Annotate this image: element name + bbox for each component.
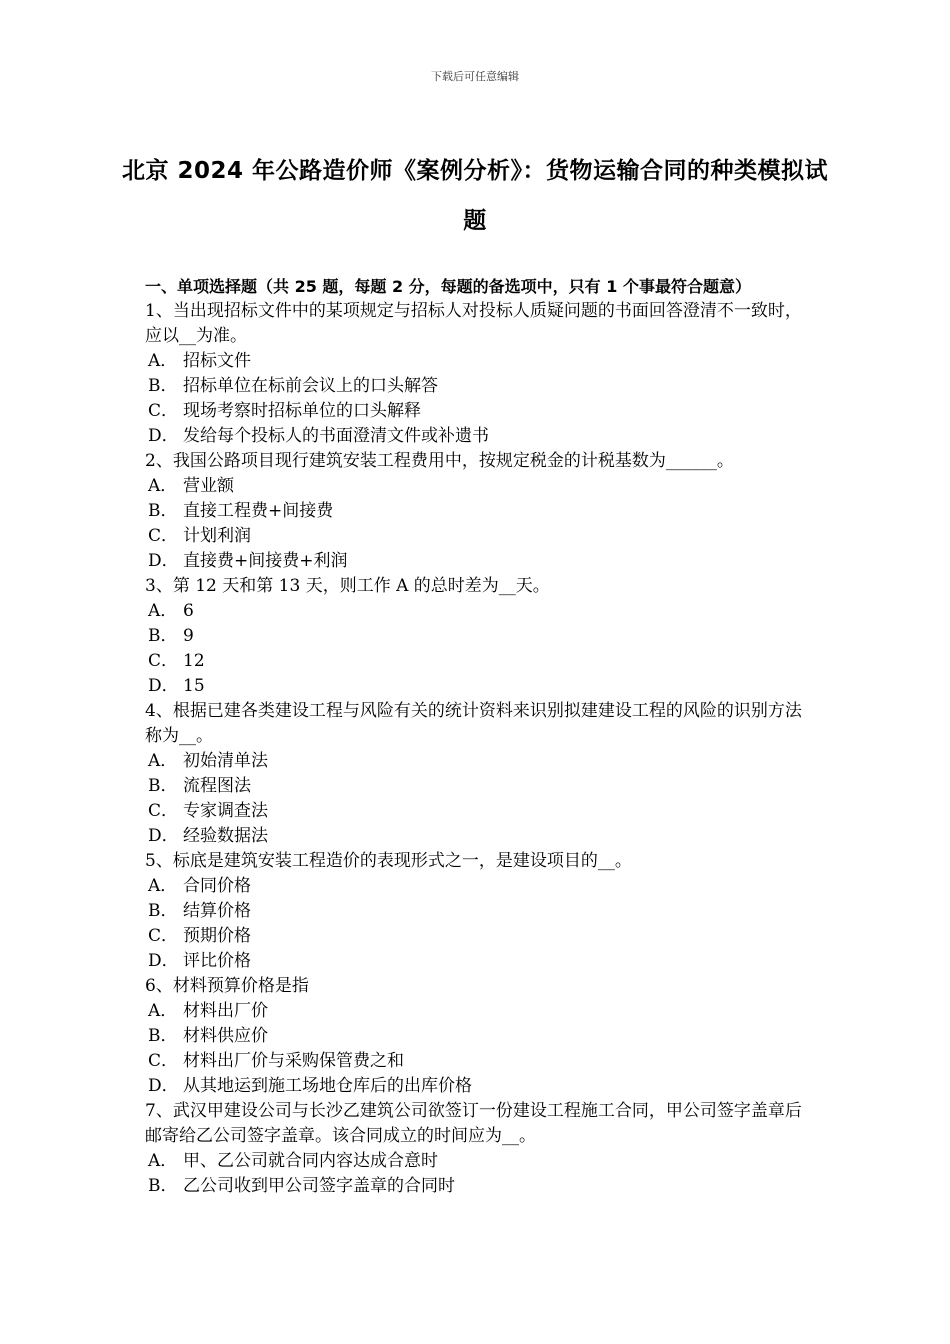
option-text: 流程图法 xyxy=(183,776,251,796)
option-letter: A． xyxy=(148,351,178,371)
option-text: 直接费+间接费+利润 xyxy=(183,551,348,571)
option-item xyxy=(145,349,807,374)
option-letter: C． xyxy=(148,926,179,946)
section-heading: 一、单项选择题（共 25 题，每题 2 分，每题的备选项中，只有 1 个事最符合题意） xyxy=(145,277,751,296)
option-item xyxy=(145,874,807,899)
question-text: 6、材料预算价格是指 xyxy=(145,976,309,996)
option-text: 评比价格 xyxy=(183,951,251,971)
option-letter: B． xyxy=(148,776,178,796)
option-text: 甲、乙公司就合同内容达成合意时 xyxy=(183,1151,438,1171)
option-letter: D． xyxy=(148,1076,179,1096)
option-letter: A． xyxy=(148,476,178,496)
option-text: 现场考察时招标单位的口头解释 xyxy=(183,401,421,421)
header-note: 下载后可任意编辑 xyxy=(431,70,519,83)
option-text: 材料出厂价 xyxy=(183,1001,268,1021)
option-text: 结算价格 xyxy=(183,901,251,921)
option-text: 预期价格 xyxy=(183,926,251,946)
document-body xyxy=(145,274,807,1199)
option-item xyxy=(145,599,807,624)
option-list xyxy=(145,749,807,849)
question-text: 1、当出现招标文件中的某项规定与招标人对投标人质疑问题的书面回答澄清不一致时，应以__为准。 xyxy=(145,301,802,346)
option-letter: B． xyxy=(148,1026,178,1046)
option-item xyxy=(145,374,807,399)
option-item xyxy=(145,399,807,424)
option-item xyxy=(145,999,807,1024)
option-item xyxy=(145,1074,807,1099)
question-block xyxy=(145,449,807,574)
option-letter: B． xyxy=(148,901,178,921)
option-text: 合同价格 xyxy=(183,876,251,896)
option-item xyxy=(145,424,807,449)
option-letter: D． xyxy=(148,551,179,571)
option-letter: A． xyxy=(148,876,178,896)
option-text: 6 xyxy=(183,601,194,621)
option-letter: A． xyxy=(148,751,178,771)
option-letter: D． xyxy=(148,951,179,971)
option-text: 从其地运到施工场地仓库后的出库价格 xyxy=(183,1076,472,1096)
option-letter: C． xyxy=(148,1051,179,1071)
option-text: 9 xyxy=(183,626,194,646)
option-item xyxy=(145,899,807,924)
option-item xyxy=(145,474,807,499)
option-text: 乙公司收到甲公司签字盖章的合同时 xyxy=(183,1176,455,1196)
option-item xyxy=(145,674,807,699)
option-text: 材料供应价 xyxy=(183,1026,268,1046)
option-text: 营业额 xyxy=(183,476,234,496)
option-list xyxy=(145,874,807,974)
option-text: 计划利润 xyxy=(183,526,251,546)
question-text: 2、我国公路项目现行建筑安装工程费用中，按规定税金的计税基数为______。 xyxy=(145,451,734,471)
option-text: 专家调查法 xyxy=(183,801,268,821)
option-letter: B． xyxy=(148,626,178,646)
option-item xyxy=(145,824,807,849)
question-block xyxy=(145,574,807,699)
option-letter: C． xyxy=(148,401,179,421)
option-letter: D． xyxy=(148,426,179,446)
option-item xyxy=(145,799,807,824)
option-item xyxy=(145,1149,807,1174)
question-text: 4、根据已建各类建设工程与风险有关的统计资料来识别拟建建设工程的风险的识别方法称为__。 xyxy=(145,701,802,746)
option-item xyxy=(145,1024,807,1049)
question-block xyxy=(145,299,807,449)
option-item xyxy=(145,649,807,674)
option-item xyxy=(145,499,807,524)
option-text: 发给每个投标人的书面澄清文件或补遗书 xyxy=(183,426,489,446)
option-list xyxy=(145,1149,807,1199)
question-block xyxy=(145,699,807,849)
option-text: 初始清单法 xyxy=(183,751,268,771)
option-list xyxy=(145,474,807,574)
option-item xyxy=(145,524,807,549)
option-list xyxy=(145,999,807,1099)
option-text: 经验数据法 xyxy=(183,826,268,846)
question-text: 3、第 12 天和第 13 天，则工作 A 的总时差为__天。 xyxy=(145,576,550,596)
option-letter: C． xyxy=(148,801,179,821)
question-block xyxy=(145,1099,807,1199)
option-item xyxy=(145,549,807,574)
option-item xyxy=(145,749,807,774)
question-block xyxy=(145,974,807,1099)
option-letter: B． xyxy=(148,376,178,396)
option-text: 招标单位在标前会议上的口头解答 xyxy=(183,376,438,396)
option-item xyxy=(145,774,807,799)
question-block xyxy=(145,849,807,974)
option-item xyxy=(145,924,807,949)
question-text: 5、标底是建筑安装工程造价的表现形式之一，是建设项目的__。 xyxy=(145,851,632,871)
option-text: 12 xyxy=(183,651,205,671)
option-letter: A． xyxy=(148,1151,178,1171)
option-item xyxy=(145,1174,807,1199)
question-list xyxy=(145,299,807,1199)
option-list xyxy=(145,599,807,699)
option-letter: B． xyxy=(148,501,178,521)
document-title: 北京 2024 年公路造价师《案例分析》：货物运输合同的种类模拟试题 xyxy=(121,158,829,234)
option-letter: A． xyxy=(148,601,178,621)
option-letter: A． xyxy=(148,1001,178,1021)
option-text: 材料出厂价与采购保管费之和 xyxy=(183,1051,404,1071)
option-letter: D． xyxy=(148,826,179,846)
option-letter: C． xyxy=(148,651,179,671)
option-letter: C． xyxy=(148,526,179,546)
option-text: 15 xyxy=(183,676,205,696)
option-item xyxy=(145,624,807,649)
option-item xyxy=(145,949,807,974)
option-letter: D． xyxy=(148,676,179,696)
option-text: 招标文件 xyxy=(183,351,251,371)
question-text: 7、武汉甲建设公司与长沙乙建筑公司欲签订一份建设工程施工合同，甲公司签字盖章后邮寄给乙公司签字盖章。该合同成立的时间应为__。 xyxy=(145,1101,802,1146)
option-item xyxy=(145,1049,807,1074)
option-letter: B． xyxy=(148,1176,178,1196)
option-list xyxy=(145,349,807,449)
option-text: 直接工程费+间接费 xyxy=(183,501,334,521)
